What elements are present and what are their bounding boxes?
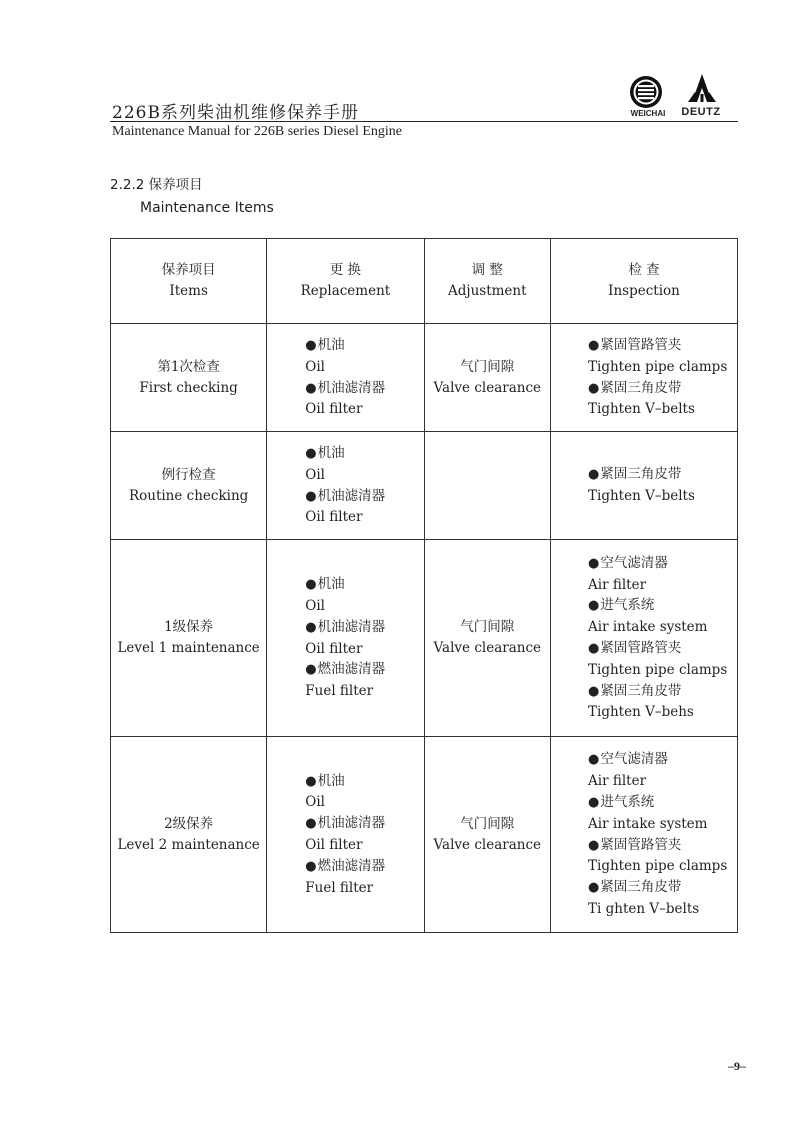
inspection-item-cn: ● 紧固管路管夹 bbox=[588, 835, 737, 857]
column-header-adjustment bbox=[424, 239, 550, 324]
replacement-item-cn: ● 机油 bbox=[305, 443, 423, 465]
maintenance-items-table bbox=[110, 238, 738, 933]
inspection-item-en: Tighten V–belts bbox=[588, 488, 695, 504]
replacement-item-cn: ● 机油滤清器 bbox=[305, 378, 423, 400]
inspection-item-en: Air filter bbox=[588, 773, 647, 790]
replacement-cell bbox=[267, 540, 424, 737]
inspection-item-en: Air intake system bbox=[588, 619, 708, 636]
weichai-logo-text: WEICHAI bbox=[630, 109, 666, 118]
column-header-cn: 保养项目 bbox=[161, 262, 216, 278]
replacement-cell bbox=[267, 737, 424, 933]
adjustment-cell bbox=[424, 324, 550, 432]
column-header-inspection bbox=[551, 239, 738, 324]
column-header-en: Adjustment bbox=[448, 283, 527, 299]
adjustment-cell bbox=[424, 540, 550, 737]
inspection-item-cn: ● 紧固管路管夹 bbox=[588, 335, 737, 357]
inspection-item-en: Tighten pipe clamps bbox=[588, 858, 728, 875]
item-name-en: Level 1 maintenance bbox=[117, 640, 260, 656]
replacement-cell bbox=[267, 432, 424, 540]
header-rule bbox=[110, 121, 738, 122]
replacement-item-cn: ● 机油 bbox=[305, 771, 423, 793]
replacement-item-cn: ● 燃油滤清器 bbox=[305, 856, 423, 878]
replacement-item-en: Oil bbox=[305, 597, 325, 614]
inspection-item-cn: ● 进气系统 bbox=[588, 792, 737, 814]
manual-title-english: Maintenance Manual for 226B series Diesel Engine bbox=[112, 124, 403, 139]
replacement-item-en: Oil filter bbox=[305, 401, 363, 418]
inspection-item-cn: ● 空气滤清器 bbox=[588, 553, 737, 575]
replacement-item-cn: ● 机油滤清器 bbox=[305, 617, 423, 639]
table-row bbox=[111, 540, 738, 737]
table-row bbox=[111, 324, 738, 432]
inspection-item-cn: ● 空气滤清器 bbox=[588, 749, 737, 771]
adjustment-item-cn: 气门间隙 bbox=[460, 815, 515, 832]
item-cell bbox=[111, 324, 267, 432]
page-number: –9– bbox=[728, 1059, 746, 1073]
adjustment-item-en: Valve clearance bbox=[433, 836, 541, 853]
table-header-row bbox=[111, 239, 738, 324]
deutz-logo-text: DEUTZ bbox=[681, 106, 721, 118]
replacement-item-en: Oil bbox=[305, 794, 325, 811]
replacement-item-cn: ● 机油滤清器 bbox=[305, 486, 423, 508]
inspection-cell bbox=[551, 324, 738, 432]
replacement-item-cn: ● 机油 bbox=[305, 335, 423, 357]
item-cell bbox=[111, 540, 267, 737]
section-subheading: Maintenance Items bbox=[140, 200, 274, 216]
item-name-cn: 第1次检查 bbox=[157, 358, 220, 375]
inspection-item-en: Tighten V–belts bbox=[588, 401, 695, 418]
table-row bbox=[111, 737, 738, 933]
inspection-item-cn: ● 紧固三角皮带 bbox=[588, 378, 737, 400]
column-header-en: Inspection bbox=[608, 283, 680, 299]
item-cell bbox=[111, 432, 267, 540]
item-name-cn: 1级保养 bbox=[164, 619, 214, 635]
replacement-item-en: Fuel filter bbox=[305, 683, 374, 700]
column-header-cn: 更 换 bbox=[329, 262, 362, 278]
replacement-item-en: Fuel filter bbox=[305, 879, 374, 896]
replacement-item-en: Oil filter bbox=[305, 837, 363, 853]
inspection-cell bbox=[551, 540, 738, 737]
column-header-cn: 调 整 bbox=[471, 262, 503, 278]
adjustment-item-cn: 气门间隙 bbox=[460, 619, 515, 635]
column-header-items bbox=[111, 239, 267, 324]
replacement-item-en: Oil bbox=[305, 358, 325, 375]
inspection-item-cn: ● 进气系统 bbox=[588, 595, 737, 617]
inspection-item-en: Tighten V–behs bbox=[588, 704, 694, 721]
replacement-item-en: Oil bbox=[305, 466, 325, 483]
item-cell bbox=[111, 737, 267, 933]
item-name-cn: 例行检查 bbox=[161, 466, 216, 483]
inspection-cell bbox=[551, 432, 738, 540]
inspection-item-en: Air filter bbox=[588, 576, 647, 593]
replacement-item-en: Oil filter bbox=[305, 509, 363, 526]
inspection-item-cn: ● 紧固三角皮带 bbox=[588, 464, 737, 486]
adjustment-item-en: Valve clearance bbox=[433, 640, 541, 656]
replacement-cell bbox=[267, 324, 424, 432]
manual-title-chinese: 226B系列柴油机维修保养手册 bbox=[112, 103, 359, 123]
adjustment-cell bbox=[424, 737, 550, 933]
inspection-item-en: Air intake system bbox=[588, 815, 708, 832]
item-name-cn: 2级保养 bbox=[164, 815, 214, 832]
section-heading: 2.2.2 保养项目 bbox=[110, 177, 203, 193]
item-name-en: First checking bbox=[139, 379, 238, 396]
inspection-item-cn: ● 紧固三角皮带 bbox=[588, 681, 737, 703]
column-header-replacement bbox=[267, 239, 424, 324]
replacement-item-cn: ● 机油 bbox=[305, 574, 423, 596]
inspection-item-cn: ● 紧固管路管夹 bbox=[588, 638, 737, 660]
inspection-cell bbox=[551, 737, 738, 933]
adjustment-cell bbox=[424, 432, 550, 540]
inspection-item-en: Tighten pipe clamps bbox=[588, 358, 728, 375]
inspection-item-cn: ● 紧固三角皮带 bbox=[588, 877, 737, 899]
column-header-en: Items bbox=[169, 283, 208, 299]
item-name-en: Routine checking bbox=[128, 487, 249, 504]
replacement-item-cn: ● 燃油滤清器 bbox=[305, 659, 423, 681]
adjustment-item-en: Valve clearance bbox=[433, 379, 541, 396]
inspection-item-en: Tighten pipe clamps bbox=[588, 661, 728, 678]
adjustment-item-cn: 气门间隙 bbox=[460, 358, 515, 375]
inspection-item-en: Ti ghten V–belts bbox=[588, 900, 700, 917]
replacement-item-en: Oil filter bbox=[305, 640, 363, 657]
column-header-en: Replacement bbox=[300, 283, 391, 299]
table-row bbox=[111, 432, 738, 540]
column-header-cn: 检 查 bbox=[628, 262, 660, 278]
replacement-item-cn: ● 机油滤清器 bbox=[305, 813, 423, 835]
item-name-en: Level 2 maintenance bbox=[117, 836, 260, 853]
